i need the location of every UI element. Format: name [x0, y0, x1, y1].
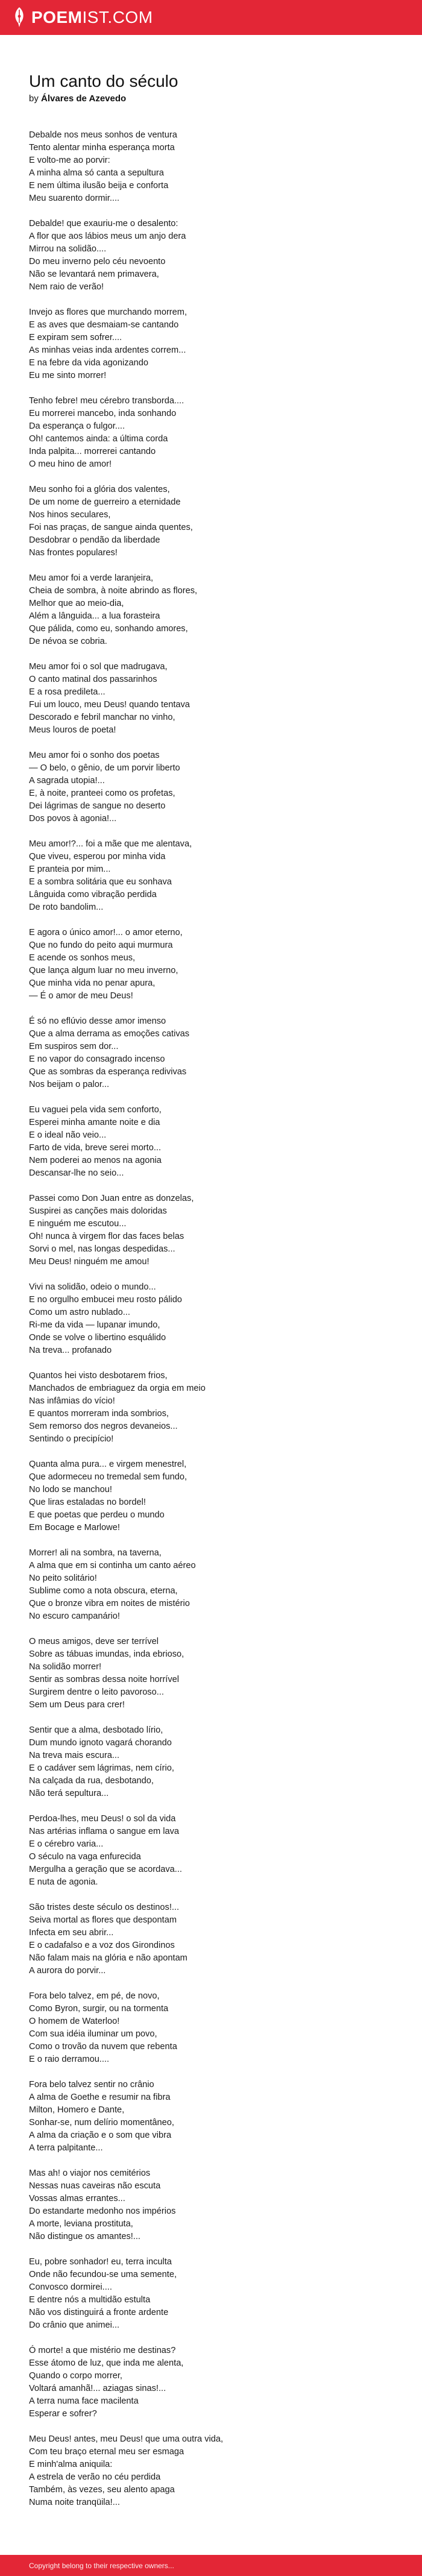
poem-line: Sonhar-se, num delírio momentâneo,	[29, 2118, 174, 2127]
poem-line: E quantos morreram inda sombrios,	[29, 1409, 169, 1419]
poem-line: E a sombra solitária que eu sonhava	[29, 877, 172, 887]
poem-line: E pranteia por mim...	[29, 864, 111, 874]
poem-line: Nas artérias inflama o sangue em lava	[29, 1827, 180, 1836]
poem-line: Oh! nunca à virgem flor das faces belas	[29, 1232, 184, 1241]
poem-line: Não se levantará nem primavera,	[29, 269, 159, 279]
poem-line: Esse átomo de luz, que inda me alenta,	[29, 2358, 184, 2368]
poem-line: Meu sonho foi a glória dos valentes,	[29, 485, 170, 494]
site-logo[interactable]	[12, 7, 153, 28]
poem-line: Esperar e sofrer?	[29, 2409, 97, 2419]
poem-line: — É o amor de meu Deus!	[29, 991, 133, 1001]
poem-line: A morte, leviana prostituta,	[29, 2219, 133, 2229]
poem-line: Morrer! ali na sombra, na taverna,	[29, 1548, 162, 1558]
poem-line: De névoa se cobria.	[29, 637, 107, 646]
poem-line: Desdobrar o pendão da liberdade	[29, 535, 160, 545]
poem-line: Meus louros de poeta!	[29, 725, 116, 735]
poem-line: São tristes deste século os destinos!...	[29, 1903, 180, 1912]
poem-line: E volto-me ao porvir:	[29, 156, 110, 165]
poem-stanza	[29, 129, 393, 205]
poem-line: Debalde nos meus sonhos de ventura	[29, 130, 177, 140]
poem-line: Não terá sepultura...	[29, 1789, 109, 1798]
poem-line: Ri-me da vida — lupanar imundo,	[29, 1320, 160, 1330]
poem-line: Passei como Don Juan entre as donzelas,	[29, 1194, 194, 1203]
poem-line: Sentir que a alma, desbotado lírio,	[29, 1725, 163, 1735]
poem-line: E que poetas que perdeu o mundo	[29, 1510, 165, 1520]
poem-line: Inda palpita... morrerei cantando	[29, 447, 156, 456]
poem-line: Que lança algum luar no meu inverno,	[29, 966, 178, 975]
poem-line: Meu amor foi a verde laranjeira,	[29, 573, 154, 583]
poem-stanza	[29, 1281, 393, 1357]
poem-line: De um nome de guerreiro a eternidade	[29, 497, 181, 507]
poem-line: Da esperança o fulgor....	[29, 421, 125, 431]
poem-line: Perdoa-lhes, meu Deus! o sol da vida	[29, 1814, 176, 1824]
poem-line: E acende os sonhos meus,	[29, 953, 136, 963]
poem-line: Mergulha a geração que se acordava...	[29, 1865, 182, 1874]
poem-line: Nas frontes populares!	[29, 548, 118, 558]
poem-line: Na solidão morrer!	[29, 1662, 102, 1672]
poem-stanza	[29, 2433, 393, 2509]
poem-line: Onde se volve o libertino esquálido	[29, 1333, 166, 1343]
poem-line: A alma que em si continha um canto aéreo	[29, 1561, 196, 1570]
poem-line: Não distingue os amantes!...	[29, 2232, 140, 2241]
poem-line: Esperei minha amante noite e dia	[29, 1118, 160, 1127]
poem-stanza	[29, 1724, 393, 1800]
poem-line: Sobre as tábuas imundas, inda ebrioso,	[29, 1649, 184, 1659]
poem-line: E minh'alma aniquila:	[29, 2460, 113, 2469]
poem-line: E na febre da vida agonizando	[29, 358, 148, 368]
poem-stanza	[29, 1370, 393, 1446]
poem-line: Sem um Deus para crer!	[29, 1700, 125, 1710]
poem-line: Tenho febre! meu cérebro transborda....	[29, 396, 184, 406]
poem-line: Em Bocage e Marlowe!	[29, 1523, 120, 1532]
poem-line: Como Byron, surgir, ou na tormenta	[29, 2004, 169, 2014]
poem-line: Foi nas praças, de sangue ainda quentes,	[29, 523, 193, 532]
poem-line: Além a lânguida... a lua forasteira	[29, 611, 160, 621]
poem-line: Dum mundo ignoto vagará chorando	[29, 1738, 172, 1748]
poem-line: De roto bandolim...	[29, 902, 104, 912]
poem-line: E o cérebro varia...	[29, 1839, 104, 1849]
poem-line: E, à noite, pranteei como os profetas,	[29, 789, 175, 798]
poem-stanza	[29, 1547, 393, 1623]
poem-line: Em suspiros sem dor...	[29, 1042, 119, 1051]
poem-line: Não vos distinguirá a fronte ardente	[29, 2308, 169, 2317]
poem-line: Lânguida como vibração perdida	[29, 890, 157, 899]
poem-line: Infecta em seu abrir...	[29, 1928, 114, 1938]
poem-stanza	[29, 1636, 393, 1712]
poem-line: A estrela de verão no céu perdida	[29, 2472, 161, 2482]
poem-line: Numa noite tranqüila!...	[29, 2498, 120, 2507]
poem-line: A flor que aos lábios meus um anjo dera	[29, 231, 186, 241]
poem-line: Na calçada da rua, desbotando,	[29, 1776, 154, 1786]
poem-line: E o raio derramou....	[29, 2055, 110, 2064]
poem-line: Na treva mais escura...	[29, 1751, 120, 1760]
poem-line: Sublime como a nota obscura, eterna,	[29, 1586, 178, 1596]
poem-line: Fora belo talvez sentir no crânio	[29, 2080, 154, 2089]
quill-logo-icon	[12, 7, 27, 28]
poem-stanza	[29, 395, 393, 471]
poem-line: A alma de Goethe e resumir na fibra	[29, 2093, 171, 2102]
poem-line: Milton, Homero e Dante,	[29, 2105, 125, 2115]
poem-line: Como o trovão da nuvem que rebenta	[29, 2042, 177, 2052]
poem-line: É só no eflúvio desse amor imenso	[29, 1016, 166, 1026]
poem-stanza	[29, 2256, 393, 2332]
poem-line: As minhas veias inda ardentes correm...	[29, 345, 186, 355]
poem-line: E nuta de agonia.	[29, 1877, 98, 1887]
poem-line: Eu, pobre sonhador! eu, terra inculta	[29, 2257, 172, 2267]
poem-stanza	[29, 1015, 393, 1091]
poem-line: Seiva mortal as flores que despontam	[29, 1915, 177, 1925]
poem-line: Meu amor foi o sonho dos poetas	[29, 751, 160, 760]
poem-line: Que o bronze vibra em noites de mistério	[29, 1599, 190, 1608]
poem-line: Com sua idéia iluminar um povo,	[29, 2029, 157, 2039]
poem-line: E o cadáver sem lágrimas, nem círio,	[29, 1763, 174, 1773]
poem-line: Dos povos à agonia!...	[29, 814, 117, 824]
poem-line: Nos hinos seculares,	[29, 510, 111, 520]
poem-stanza	[29, 218, 393, 294]
poem-line: Que viveu, esperou por minha vida	[29, 852, 166, 861]
poem-line: Tento alentar minha esperança morta	[29, 143, 175, 153]
poem-stanza	[29, 661, 393, 737]
poem-line: E agora o único amor!... o amor eterno,	[29, 928, 183, 937]
poem-stanza	[29, 483, 393, 559]
poem-line: O século na vaga enfurecida	[29, 1852, 141, 1862]
poem-line: Meu amor foi o sol que madrugava,	[29, 662, 168, 672]
poem-line: — O belo, o gênio, de um porvir liberto	[29, 763, 180, 773]
poem-line: Quanta alma pura... e virgem menestrel,	[29, 1460, 187, 1469]
poem-line: O canto matinal dos passarinhos	[29, 675, 157, 684]
poem-line: Onde não fecundou-se uma semente,	[29, 2270, 177, 2279]
poem-line: Meu suarento dormir....	[29, 194, 120, 203]
poem-line: Quando o corpo morrer,	[29, 2371, 122, 2381]
poem-line: E o cadafalso e a voz dos Girondinos	[29, 1941, 175, 1950]
site-footer	[0, 2555, 422, 2576]
poem-line: E o ideal não veio...	[29, 1130, 107, 1140]
poem-line: Dei lágrimas de sangue no deserto	[29, 801, 166, 811]
poem-stanza	[29, 2079, 393, 2155]
poem-line: No peito solitário!	[29, 1573, 97, 1583]
logo-text-light: IST.COM	[82, 8, 153, 27]
poem-line: Não falam mais na glória e não apontam	[29, 1953, 187, 1963]
poem-line: Voltará amanhã!... aziagas sinas!...	[29, 2384, 166, 2393]
poem-line: Eu me sinto morrer!	[29, 371, 107, 380]
poem-stanza	[29, 1813, 393, 1889]
poem-line: Nessas nuas caveiras não escuta	[29, 2181, 161, 2191]
poem-line: A alma da criação e o som que vibra	[29, 2130, 172, 2140]
poem-line: Convosco dormirei....	[29, 2282, 112, 2292]
site-name	[31, 8, 153, 27]
poem-line: Sem remorso dos negros devaneios...	[29, 1422, 178, 1431]
poem-line: E no orgulho embucei meu rosto pálido	[29, 1295, 182, 1305]
poem-line: Que pálida, como eu, sonhando amores,	[29, 624, 188, 634]
poem-line: No escuro campanário!	[29, 1611, 120, 1621]
poem-stanza	[29, 1901, 393, 1977]
poem-line: Nem raio de verão!	[29, 282, 104, 292]
poem-line: Invejo as flores que murchando morrem,	[29, 307, 187, 317]
poem-stanza	[29, 2345, 393, 2420]
poem-line: Do estandarte medonho nos impérios	[29, 2206, 176, 2216]
byline	[29, 93, 393, 105]
poem-stanza	[29, 1990, 393, 2066]
poem-line: O homem de Waterloo!	[29, 2017, 120, 2026]
poem-line: E ninguém me escutou...	[29, 1219, 127, 1229]
poem-stanza	[29, 306, 393, 382]
poem-line: Descansar-lhe no seio...	[29, 1168, 124, 1178]
poem-line: Com teu braço eternal meu ser esmaga	[29, 2447, 184, 2457]
poem-body	[29, 129, 393, 2509]
poem-line: Mas ah! o viajor nos cemitérios	[29, 2168, 151, 2178]
poem-stanza	[29, 1104, 393, 1180]
poem-line: Nos beijam o palor...	[29, 1080, 110, 1089]
copyright-text: Copyright belong to their respective owners...	[29, 2561, 174, 2570]
poem-line: Fui um louco, meu Deus! quando tentava	[29, 700, 190, 710]
poem-line: Manchados de embriaguez da orgia em meio	[29, 1384, 206, 1393]
poem-line: A terra palpitante...	[29, 2143, 103, 2153]
poem-line: Debalde! que exauriu-me o desalento:	[29, 219, 178, 228]
poem-line: A terra numa face macilenta	[29, 2396, 139, 2406]
poem-stanza	[29, 572, 393, 648]
poem-line: A minha alma só canta a sepultura	[29, 168, 164, 178]
poem-line: Ó morte! a que mistério me destinas?	[29, 2346, 176, 2355]
poem-title: Um canto do século	[29, 72, 178, 90]
poem-line: E no vapor do consagrado incenso	[29, 1054, 165, 1064]
poem-line: Que no fundo do peito aqui murmura	[29, 940, 173, 950]
byline-prefix: by	[29, 93, 39, 104]
poem-line: E expiram sem sofrer....	[29, 333, 122, 342]
poem-stanza	[29, 1458, 393, 1534]
poem-line: A aurora do porvir...	[29, 1966, 106, 1976]
poem-line: Sentindo o precipício!	[29, 1434, 114, 1444]
poem-line: Do crânio que animei...	[29, 2320, 120, 2330]
poem-line: E as aves que desmaiam-se cantando	[29, 320, 179, 330]
poem-line: E nem última ilusão beija e conforta	[29, 181, 169, 191]
poem-line: Na treva... profanado	[29, 1346, 112, 1355]
poem-line: Surgirem dentre o leito pavoroso...	[29, 1687, 164, 1697]
poem-line: Vossas almas errantes...	[29, 2194, 125, 2203]
poem-line: Eu morrerei mancebo, inda sonhando	[29, 409, 177, 418]
poem-line: Meu amor!?... foi a mãe que me alentava,	[29, 839, 192, 849]
poem-line: Também, às vezes, seu alento apaga	[29, 2485, 175, 2495]
poem-line: Fora belo talvez, em pé, de novo,	[29, 1991, 160, 2001]
poem-line: Farto de vida, breve serei morto...	[29, 1143, 161, 1153]
poem-line: No lodo se manchou!	[29, 1485, 112, 1494]
poem-stanza	[29, 838, 393, 914]
poem-line: Suspirei as canções mais doloridas	[29, 1206, 167, 1216]
author-link[interactable]: Álvares de Azevedo	[41, 93, 127, 104]
poem-line: Cheia de sombra, à noite abrindo as flores,	[29, 586, 198, 596]
poem-line: E a rosa predileta...	[29, 687, 106, 697]
poem-content	[29, 71, 393, 2522]
poem-line: Nem poderei ao menos na agonia	[29, 1156, 162, 1165]
poem-stanza	[29, 1192, 393, 1268]
poem-line: Eu vaguei pela vida sem conforto,	[29, 1105, 162, 1115]
poem-line: O meu hino de amor!	[29, 459, 112, 469]
logo-text-bold: POEM	[31, 8, 83, 27]
poem-line: Nas infâmias do vício!	[29, 1396, 115, 1406]
poem-line: Sentir as sombras dessa noite horrível	[29, 1675, 180, 1684]
poem-line: Que liras estaladas no bordel!	[29, 1497, 146, 1507]
poem-stanza	[29, 927, 393, 1003]
poem-line: A sagrada utopia!...	[29, 776, 105, 786]
poem-line: Que minha vida no penar apura,	[29, 978, 156, 988]
poem-stanza	[29, 2167, 393, 2243]
poem-stanza	[29, 749, 393, 825]
poem-line: Oh! cantemos ainda: a última corda	[29, 434, 168, 444]
poem-line: Melhor que ao meio-dia,	[29, 599, 124, 608]
poem-line: Meu Deus! ninguém me amou!	[29, 1257, 150, 1267]
poem-line: O meus amigos, deve ser terrível	[29, 1637, 159, 1646]
poem-line: Mirrou na solidão....	[29, 244, 107, 254]
poem-line: Do meu inverno pelo céu nevoento	[29, 257, 166, 266]
poem-line: Quantos hei visto desbotarem frios,	[29, 1371, 168, 1381]
poem-line: Descorado e febril manchar no vinho,	[29, 713, 175, 722]
poem-line: Vivi na solidão, odeio o mundo...	[29, 1282, 156, 1292]
poem-line: Que adormeceu no tremedal sem fundo,	[29, 1472, 187, 1482]
poem-line: Que as sombras da esperança redivivas	[29, 1067, 187, 1077]
poem-line: Sorvi o mel, nas longas despedidas...	[29, 1244, 175, 1254]
poem-line: Que a alma derrama as emoções cativas	[29, 1029, 190, 1039]
poem-line: Como um astro nublado...	[29, 1308, 130, 1317]
poem-line: Meu Deus! antes, meu Deus! que uma outra vida,	[29, 2434, 224, 2444]
poem-line: E dentre nós a multidão estulta	[29, 2295, 151, 2305]
site-header	[0, 0, 422, 35]
